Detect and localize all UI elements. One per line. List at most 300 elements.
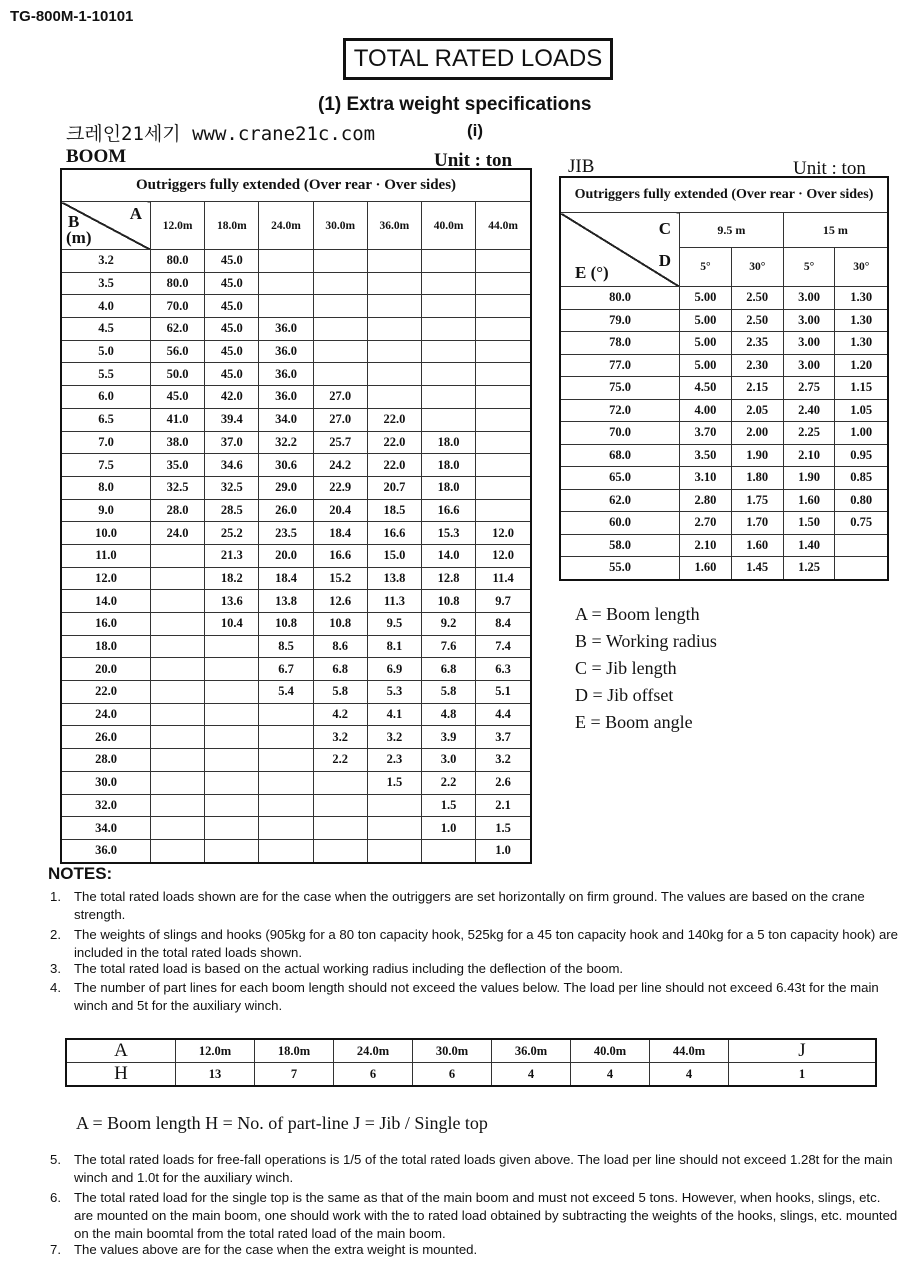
- load-cell: 1.75: [731, 489, 783, 512]
- table-row: [61, 476, 531, 499]
- boom-length-header-row: [61, 202, 531, 250]
- load-cell: [476, 318, 531, 341]
- load-cell: 1.00: [835, 422, 888, 445]
- load-cell: [422, 408, 476, 431]
- load-cell: 13.8: [259, 590, 313, 613]
- load-cell: [205, 703, 259, 726]
- load-cell: [476, 272, 531, 295]
- legend-item: A = Boom length: [575, 604, 700, 624]
- load-cell: 45.0: [205, 340, 259, 363]
- table-row: [61, 318, 531, 341]
- load-cell: [313, 771, 367, 794]
- load-cell: 2.35: [731, 332, 783, 355]
- load-cell: 18.0: [422, 454, 476, 477]
- table-row: [560, 489, 888, 512]
- table-row: [560, 557, 888, 580]
- boom-angle-cell: 62.0: [560, 489, 680, 512]
- page-title: TOTAL RATED LOADS: [343, 38, 613, 80]
- load-cell: 29.0: [259, 476, 313, 499]
- load-cell: 3.10: [680, 467, 732, 490]
- load-cell: 56.0: [151, 340, 205, 363]
- load-cell: [151, 726, 205, 749]
- load-cell: 24.2: [313, 454, 367, 477]
- load-cell: [205, 817, 259, 840]
- load-cell: 13.6: [205, 590, 259, 613]
- load-cell: 15.2: [313, 567, 367, 590]
- load-cell: 6.8: [313, 658, 367, 681]
- load-cell: 39.4: [205, 408, 259, 431]
- load-cell: 3.2: [313, 726, 367, 749]
- load-cell: 1.80: [731, 467, 783, 490]
- table-row: [560, 332, 888, 355]
- boom-angle-cell: 68.0: [560, 444, 680, 467]
- load-cell: 1.50: [783, 512, 835, 535]
- note-item: [48, 888, 903, 924]
- boom-length-cell: 44.0m: [650, 1039, 729, 1063]
- note-number: 3.: [50, 961, 61, 976]
- load-cell: [476, 363, 531, 386]
- boom-length-cell: 36.0m: [492, 1039, 571, 1063]
- load-cell: [259, 250, 313, 273]
- load-cell: 36.0: [259, 363, 313, 386]
- load-cell: [259, 817, 313, 840]
- load-cell: [476, 340, 531, 363]
- load-cell: 10.8: [422, 590, 476, 613]
- load-cell: 41.0: [151, 408, 205, 431]
- document-id: TG-800M-1-10101: [10, 8, 134, 25]
- table-row: [560, 377, 888, 400]
- part-line-count-cell: 4: [492, 1063, 571, 1087]
- working-radius-cell: 5.5: [61, 363, 151, 386]
- load-cell: 2.75: [783, 377, 835, 400]
- working-radius-cell: 14.0: [61, 590, 151, 613]
- load-cell: [151, 771, 205, 794]
- load-cell: 42.0: [205, 386, 259, 409]
- load-cell: 1.5: [422, 794, 476, 817]
- note-item: [48, 926, 903, 962]
- load-cell: 22.9: [313, 476, 367, 499]
- load-cell: 3.2: [367, 726, 421, 749]
- corner-a-label: A: [129, 204, 142, 223]
- working-radius-cell: 32.0: [61, 794, 151, 817]
- working-radius-cell: 6.0: [61, 386, 151, 409]
- working-radius-cell: 9.0: [61, 499, 151, 522]
- load-cell: 12.0: [476, 544, 531, 567]
- table-row: [560, 399, 888, 422]
- load-cell: 2.80: [680, 489, 732, 512]
- load-cell: 11.3: [367, 590, 421, 613]
- table-row: [61, 272, 531, 295]
- working-radius-cell: 6.5: [61, 408, 151, 431]
- load-cell: 4.00: [680, 399, 732, 422]
- boom-angle-cell: 78.0: [560, 332, 680, 355]
- table-row: [61, 408, 531, 431]
- boom-angle-cell: 70.0: [560, 422, 680, 445]
- corner-c-label: C: [658, 219, 671, 238]
- load-cell: 36.0: [259, 318, 313, 341]
- load-cell: 45.0: [205, 363, 259, 386]
- load-cell: [151, 794, 205, 817]
- load-cell: [259, 749, 313, 772]
- load-cell: [259, 771, 313, 794]
- load-cell: [151, 544, 205, 567]
- load-cell: 2.50: [731, 287, 783, 310]
- notes-title: NOTES:: [48, 864, 113, 883]
- load-cell: 2.30: [731, 354, 783, 377]
- page-subtitle: (1) Extra weight specifications: [318, 94, 592, 115]
- load-cell: 45.0: [205, 318, 259, 341]
- jib-caption-row: [560, 177, 888, 213]
- boom-angle-cell: 80.0: [560, 287, 680, 310]
- load-cell: 50.0: [151, 363, 205, 386]
- load-cell: 25.2: [205, 522, 259, 545]
- load-cell: 18.5: [367, 499, 421, 522]
- load-cell: 15.3: [422, 522, 476, 545]
- jib-section-label: JIB: [568, 156, 595, 177]
- table-row: [61, 703, 531, 726]
- jib-offset-header: 30°: [731, 248, 783, 287]
- part-lines-row-a: [66, 1039, 876, 1063]
- boom-length-cell: 12.0m: [176, 1039, 255, 1063]
- load-cell: 16.6: [422, 499, 476, 522]
- load-cell: 2.10: [783, 444, 835, 467]
- load-cell: 38.0: [151, 431, 205, 454]
- load-cell: 3.50: [680, 444, 732, 467]
- load-cell: [476, 250, 531, 273]
- load-cell: 9.7: [476, 590, 531, 613]
- note-text: The weights of slings and hooks (905kg for a 80 ton capacity hook, 525kg for a 45 ton capacity hook and 140kg for a 5 ton capacity hook) are included in the total rated loads shown.: [74, 927, 898, 960]
- load-cell: [367, 318, 421, 341]
- corner-e-label: E (°): [575, 263, 609, 282]
- load-cell: 12.8: [422, 567, 476, 590]
- boom-angle-cell: 58.0: [560, 534, 680, 557]
- load-cell: [151, 590, 205, 613]
- table-row: [560, 354, 888, 377]
- section-index: (i): [467, 121, 484, 140]
- table-row: [61, 431, 531, 454]
- load-cell: 2.2: [313, 749, 367, 772]
- load-cell: 1.30: [835, 332, 888, 355]
- jib-label-cell: J: [729, 1039, 877, 1063]
- boom-section-label: BOOM: [66, 146, 127, 167]
- load-cell: [313, 839, 367, 862]
- load-cell: 26.0: [259, 499, 313, 522]
- load-cell: 6.8: [422, 658, 476, 681]
- load-cell: [313, 794, 367, 817]
- load-cell: 20.0: [259, 544, 313, 567]
- load-cell: [476, 408, 531, 431]
- load-cell: 4.8: [422, 703, 476, 726]
- load-cell: 22.0: [367, 408, 421, 431]
- table-row: [61, 340, 531, 363]
- table-row: [61, 658, 531, 681]
- note-text: The total rated load for the single top is the same as that of the main boom and must not exceed 5 tons. However, when hooks, slings, etc. are mounted on the main boom, one should work with the to rated load obtained by subtracting the weights of the hooks, slings, etc. mounted on the main boomtal from the total rated load of the main boom.: [74, 1190, 898, 1241]
- load-cell: [259, 726, 313, 749]
- load-cell: 2.50: [731, 309, 783, 332]
- load-cell: 2.40: [783, 399, 835, 422]
- table-row: [560, 512, 888, 535]
- table-row: [61, 590, 531, 613]
- table-row: [61, 522, 531, 545]
- load-cell: 18.2: [205, 567, 259, 590]
- table-row: [61, 771, 531, 794]
- load-cell: 1.15: [835, 377, 888, 400]
- table-row: [61, 794, 531, 817]
- legend-item: C = Jib length: [575, 658, 677, 678]
- load-cell: 5.00: [680, 354, 732, 377]
- load-cell: 35.0: [151, 454, 205, 477]
- boom-angle-cell: 65.0: [560, 467, 680, 490]
- note-item: [48, 1241, 903, 1259]
- load-cell: [367, 295, 421, 318]
- load-cell: 1.60: [731, 534, 783, 557]
- load-cell: 5.00: [680, 309, 732, 332]
- corner-b-unit: (m): [66, 228, 92, 247]
- working-radius-cell: 26.0: [61, 726, 151, 749]
- working-radius-cell: 12.0: [61, 567, 151, 590]
- working-radius-cell: 3.2: [61, 250, 151, 273]
- boom-length-header: 24.0m: [259, 202, 313, 250]
- load-cell: 4.50: [680, 377, 732, 400]
- load-cell: 18.0: [422, 476, 476, 499]
- load-cell: 16.6: [367, 522, 421, 545]
- load-cell: [205, 635, 259, 658]
- load-cell: 8.6: [313, 635, 367, 658]
- load-cell: 0.75: [835, 512, 888, 535]
- boom-caption: Outriggers fully extended (Over rear · Over sides): [61, 169, 531, 202]
- load-cell: [422, 295, 476, 318]
- load-cell: 15.0: [367, 544, 421, 567]
- jib-part-line-cell: 1: [729, 1063, 877, 1087]
- table-row: [560, 422, 888, 445]
- load-cell: 21.3: [205, 544, 259, 567]
- load-cell: 3.00: [783, 309, 835, 332]
- working-radius-cell: 34.0: [61, 817, 151, 840]
- table-row: [560, 309, 888, 332]
- working-radius-cell: 16.0: [61, 613, 151, 636]
- boom-length-header: 12.0m: [151, 202, 205, 250]
- note-item: [48, 979, 903, 1015]
- load-cell: 3.00: [783, 287, 835, 310]
- load-cell: 8.5: [259, 635, 313, 658]
- load-cell: 4.4: [476, 703, 531, 726]
- load-cell: 20.4: [313, 499, 367, 522]
- note-text: The total rated loads for free-fall operations is 1/5 of the total rated loads given above. The load per line should not exceed 1.28t for the main winch and 1.0t for the auxiliary winch.: [74, 1152, 893, 1185]
- load-cell: 2.2: [422, 771, 476, 794]
- load-cell: 1.5: [367, 771, 421, 794]
- working-radius-cell: 36.0: [61, 839, 151, 862]
- watermark-text: 크레인21세기 www.crane21c.com: [66, 123, 376, 145]
- boom-angle-cell: 72.0: [560, 399, 680, 422]
- load-cell: [259, 794, 313, 817]
- load-cell: [151, 658, 205, 681]
- load-cell: 5.8: [313, 681, 367, 704]
- load-cell: 45.0: [205, 250, 259, 273]
- load-cell: [367, 250, 421, 273]
- load-cell: 2.00: [731, 422, 783, 445]
- note-number: 7.: [50, 1242, 61, 1257]
- load-cell: 1.70: [731, 512, 783, 535]
- load-cell: 2.25: [783, 422, 835, 445]
- load-cell: 1.30: [835, 309, 888, 332]
- working-radius-cell: 5.0: [61, 340, 151, 363]
- boom-length-cell: 40.0m: [571, 1039, 650, 1063]
- table-row: [61, 749, 531, 772]
- table-row: [61, 544, 531, 567]
- working-radius-cell: 4.5: [61, 318, 151, 341]
- boom-angle-cell: 60.0: [560, 512, 680, 535]
- load-cell: [313, 340, 367, 363]
- note-text: The total rated load is based on the actual working radius including the deflection of the boom.: [74, 961, 624, 976]
- load-cell: 1.40: [783, 534, 835, 557]
- boom-angle-cell: 79.0: [560, 309, 680, 332]
- boom-caption-row: [61, 169, 531, 202]
- part-line-count-cell: 4: [650, 1063, 729, 1087]
- table-row: [61, 817, 531, 840]
- load-cell: 1.20: [835, 354, 888, 377]
- load-cell: [205, 726, 259, 749]
- note-number: 1.: [50, 889, 61, 904]
- table-row: [61, 454, 531, 477]
- load-cell: [422, 272, 476, 295]
- load-cell: [835, 534, 888, 557]
- load-cell: 12.6: [313, 590, 367, 613]
- load-cell: [367, 272, 421, 295]
- row-a-label: A: [66, 1039, 176, 1063]
- load-cell: [367, 794, 421, 817]
- load-cell: 80.0: [151, 272, 205, 295]
- load-cell: 16.6: [313, 544, 367, 567]
- load-cell: 20.7: [367, 476, 421, 499]
- load-cell: 70.0: [151, 295, 205, 318]
- load-cell: [422, 363, 476, 386]
- working-radius-cell: 10.0: [61, 522, 151, 545]
- table-row: [61, 681, 531, 704]
- load-cell: 1.45: [731, 557, 783, 580]
- load-cell: 1.60: [680, 557, 732, 580]
- table-row: [61, 250, 531, 273]
- boom-length-header: 18.0m: [205, 202, 259, 250]
- load-cell: [205, 794, 259, 817]
- load-cell: [476, 295, 531, 318]
- load-cell: 1.0: [422, 817, 476, 840]
- load-cell: 3.9: [422, 726, 476, 749]
- load-cell: 10.8: [259, 613, 313, 636]
- load-cell: [313, 817, 367, 840]
- load-cell: 2.15: [731, 377, 783, 400]
- load-cell: [476, 476, 531, 499]
- load-cell: 5.8: [422, 681, 476, 704]
- load-cell: 8.1: [367, 635, 421, 658]
- load-cell: 45.0: [205, 272, 259, 295]
- load-cell: [476, 499, 531, 522]
- boom-length-cell: 18.0m: [255, 1039, 334, 1063]
- load-cell: 32.5: [151, 476, 205, 499]
- load-cell: 25.7: [313, 431, 367, 454]
- load-cell: 22.0: [367, 454, 421, 477]
- load-cell: 2.70: [680, 512, 732, 535]
- load-cell: 0.80: [835, 489, 888, 512]
- load-cell: 32.5: [205, 476, 259, 499]
- table-row: [61, 386, 531, 409]
- part-line-count-cell: 4: [571, 1063, 650, 1087]
- load-cell: 80.0: [151, 250, 205, 273]
- table-row: [560, 534, 888, 557]
- load-cell: 45.0: [151, 386, 205, 409]
- boom-angle-cell: 75.0: [560, 377, 680, 400]
- jib-length-header: 15 m: [783, 213, 888, 248]
- load-cell: [151, 817, 205, 840]
- load-cell: [151, 567, 205, 590]
- load-cell: 10.4: [205, 613, 259, 636]
- load-cell: [422, 318, 476, 341]
- table-row: [560, 444, 888, 467]
- note-item: [48, 1151, 903, 1187]
- table-row: [61, 726, 531, 749]
- load-cell: 2.6: [476, 771, 531, 794]
- load-cell: 7.4: [476, 635, 531, 658]
- load-cell: 1.5: [476, 817, 531, 840]
- part-line-count-cell: 6: [334, 1063, 413, 1087]
- load-cell: 2.05: [731, 399, 783, 422]
- load-cell: [422, 250, 476, 273]
- table-row: [61, 839, 531, 862]
- working-radius-cell: 20.0: [61, 658, 151, 681]
- jib-caption: Outriggers fully extended (Over rear · Over sides): [560, 177, 888, 213]
- load-cell: [422, 839, 476, 862]
- load-cell: 27.0: [313, 386, 367, 409]
- load-cell: [205, 749, 259, 772]
- table-row: [61, 635, 531, 658]
- table-row: [560, 287, 888, 310]
- load-cell: 1.0: [476, 839, 531, 862]
- legend-item: D = Jib offset: [575, 685, 674, 705]
- boom-length-header: 44.0m: [476, 202, 531, 250]
- load-cell: 1.90: [731, 444, 783, 467]
- load-cell: 62.0: [151, 318, 205, 341]
- load-cell: [476, 386, 531, 409]
- load-cell: [151, 839, 205, 862]
- jib-offset-header: 30°: [835, 248, 888, 287]
- load-cell: 18.4: [259, 567, 313, 590]
- load-cell: 6.7: [259, 658, 313, 681]
- load-cell: [367, 363, 421, 386]
- working-radius-cell: 3.5: [61, 272, 151, 295]
- load-cell: 30.6: [259, 454, 313, 477]
- note-number: 6.: [50, 1190, 61, 1205]
- load-cell: 24.0: [151, 522, 205, 545]
- part-line-count-cell: 6: [413, 1063, 492, 1087]
- working-radius-cell: 24.0: [61, 703, 151, 726]
- load-cell: [151, 613, 205, 636]
- load-cell: [151, 681, 205, 704]
- working-radius-cell: 28.0: [61, 749, 151, 772]
- working-radius-cell: 18.0: [61, 635, 151, 658]
- load-cell: 28.0: [151, 499, 205, 522]
- jib-offset-header: 5°: [783, 248, 835, 287]
- load-cell: 18.0: [422, 431, 476, 454]
- load-cell: 2.1: [476, 794, 531, 817]
- corner-d-label: D: [658, 251, 671, 270]
- load-cell: 23.5: [259, 522, 313, 545]
- load-cell: 12.0: [476, 522, 531, 545]
- jib-length-header-row: [560, 213, 888, 248]
- boom-length-header: 36.0m: [367, 202, 421, 250]
- load-cell: [313, 272, 367, 295]
- working-radius-cell: 11.0: [61, 544, 151, 567]
- load-cell: [367, 340, 421, 363]
- load-cell: [205, 681, 259, 704]
